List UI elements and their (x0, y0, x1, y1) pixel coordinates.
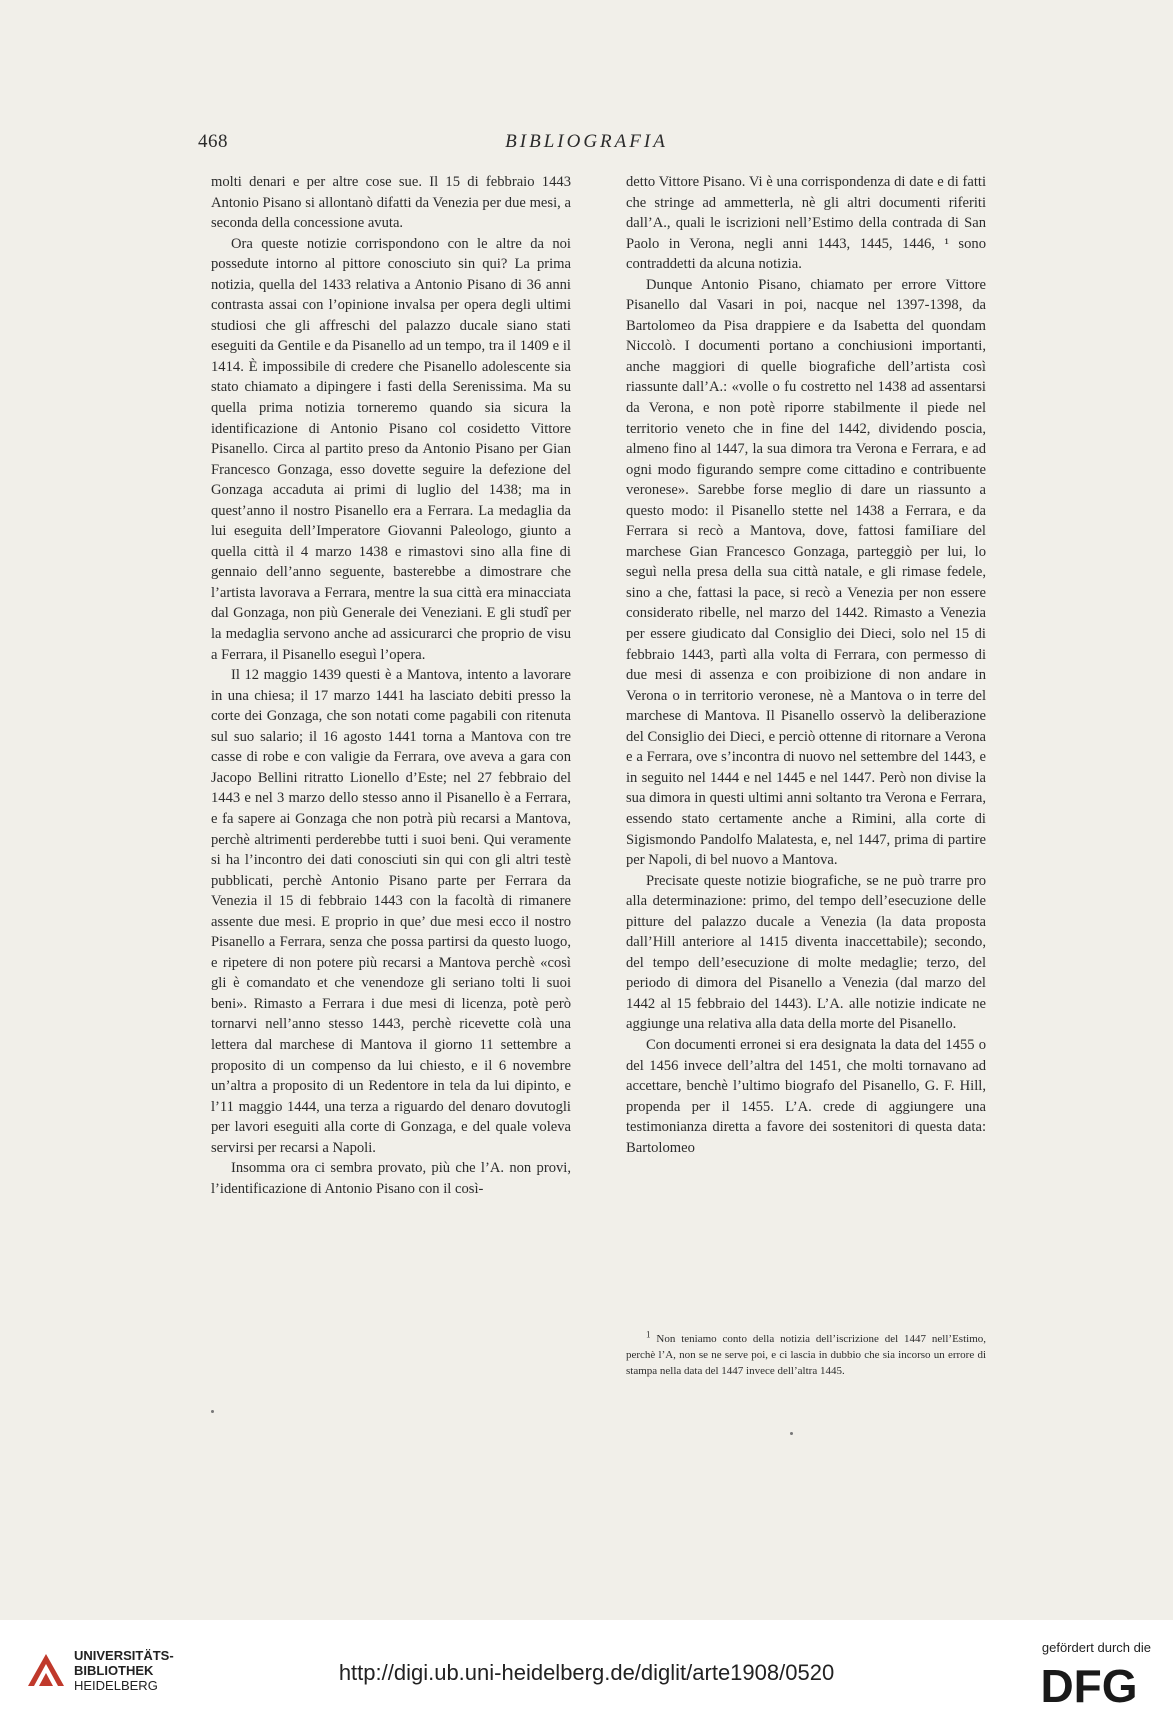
footnote-text: Non teniamo conto della notizia dell’iscrizione del 1447 nell’Estimo, perchè l’A, non se ne serve poi, e ci lascia in dubbio che sia incorso un errore di stampa nella data del 1447 invece dell’altra 1445. (626, 1333, 987, 1377)
scan-speck (790, 1432, 793, 1435)
paragraph: Ora queste notizie corrispondono con le altre da noi possedute intorno al pittore conosciuto sin qui? La prima notizia, quella del 1433 relativa a Antonio Pisano di 36 anni contrasta assai con l’opinione invalsa per opera degli ultimi studiosi che gli affreschi del palazzo ducale siano stati eseguiti da Gentile e da Pisanello ad un tempo, tra il 1409 e il 1414. È impossibile di credere che Pisanello adolescente sia stato chiamato a dipingere i fasti della Serenissima. Ma su quella prima notizia torneremo quando sia sicura la identificazione di Antonio Pisano col cosidetto Vittore Pisanello. Circa al partito preso da Antonio Pisano per Gian Francesco Gonzaga, esso dovette seguire la defezione del Gonzaga accaduta ai primi di luglio del 1438; ma in quest’anno il nostro Pisanello era a Ferrara. La medaglia da lui eseguita dell’Imperatore Giovanni Paleologo, giunto a quella città il 4 marzo 1438 e rimastovi sino alla fine di gennaio dell’anno seguente, basterebbe a dimostrare che l’artista lavorava a Ferrara, mentre la sua città era minacciata dal Gonzaga, non più Generale dei Veneziani. E gli studî per la medaglia servono anche ad assicurarci che proprio de visu a Ferrara, il Pisanello eseguì l’opera. (211, 235, 571, 663)
paragraph: detto Vittore Pisano. Vi è una corrispondenza di date e di fatti che stringe ad ammetterla, nè gli altri documenti riferiti dall’A., quali le iscrizioni nell’Estimo della contrada di San Paolo in Verona, negli anni 1443, 1445, 1446, ¹ sono contraddetti da alcuna notizia. (626, 174, 986, 273)
paragraph: Precisate queste notizie biografiche, se ne può trarre pro alla determinazione: primo, del tempo dell’esecuzione delle pitture del palazzo ducale a Venezia (la data proposta dall’Hill anteriore al 1415 diventa inaccettabile); secondo, del tempo dell’esecuzione di molte medaglie; terzo, del periodo di dimora del Pisanello a Venezia (dal marzo del 1442 al 15 febbraio del 1443). L’A. alle notizie indicate ne aggiunge una relativa alla data della morte del Pisanello. (626, 872, 986, 1033)
paragraph: Insomma ora ci sembra provato, più che l’A. non provi, l’identificazione di Antonio Pisano con il così- (211, 1160, 571, 1197)
dfg-logo-icon (1025, 1662, 1153, 1708)
source-url-link[interactable]: http://digi.ub.uni-heidelberg.de/diglit/arte1908/0520 (338, 1660, 835, 1685)
digitization-footer (0, 1620, 1173, 1722)
dfg-logo-text: DFG (1040, 1662, 1138, 1708)
footnotes (626, 1331, 986, 1379)
scan-speck (211, 1410, 214, 1413)
running-title: BIBLIOGRAFIA (505, 131, 668, 152)
library-name-line: HEIDELBERG (74, 1678, 158, 1693)
footnote (626, 1331, 986, 1379)
left-column (211, 172, 571, 1199)
library-name-line: BIBLIOTHEK (74, 1663, 154, 1678)
page-number: 468 (198, 131, 228, 152)
paragraph: molti denari e per altre cose sue. Il 15 di febbraio 1443 Antonio Pisano si allontanò difatti da Venezia per due mesi, a seconda della concessione avuta. (211, 174, 571, 232)
paragraph: Dunque Antonio Pisano, chiamato per errore Vittore Pisanello dal Vasari in poi, nacque nel 1397-1398, da Bartolomeo da Pisa drappiere e da Isabetta del quondam Niccolò. I documenti portano a conchiusioni importanti, anche maggiori di quelle biografiche dell’artista così riassunte dall’A.: «volle o fu costretto nel 1438 ad assentarsi da Verona, e non potè riporre stabilmente il piede nel territorio veneto che in fine del 1442, dividendo poscia, almeno fino al 1447, la sua dimora tra Verona e Ferrara, e ad ogni modo figurando sempre come cittadino e contribuente veronese». Sarebbe forse meglio di dare un riassunto a questo modo: il Pisanello stette nel 1438 a Ferrara, e da Ferrara si recò a Mantova, dove, fattosi famiIiare del marchese Gian Francesco Gonzaga, parteggiò per lui, lo seguì nella presa della sua città natale, e gli rimase fedele, sino a che, fattasi la pace, si recò a Venezia per non essere considerato ribelle, nel marzo del 1442. Rimasto a Venezia per essere giudicato dal Consiglio dei Dieci, solo nel 15 di febbraio 1443, partì alla volta di Ferrara, con permesso di due mesi di assenza e con proibizione di non andare in Verona o in territorio veronese, nè a Mantova o in terre del marchese di Mantova. Il Pisanello osservò la deliberazione del Consiglio dei Dieci, e perciò ottenne di ritornare a Verona e a Ferrara, ove s’incontra di nuovo nel settembre del 1443, e in seguito nel 1444 e nel 1445 e nel 1447. Però non divise la sua dimora in questi ultimi anni soltanto tra Verona e Ferrara, essendo stato certamente anche a Rimini, alla corte di Sigismondo Pandolfo Malatesta, e, nel 1447, prima di partire per Napoli, di bel nuovo a Mantova. (626, 276, 986, 869)
footnote-marker: 1 (646, 1329, 651, 1340)
page-header (0, 131, 1173, 155)
right-column (626, 172, 986, 1158)
paragraph: Con documenti erronei si era designata la data del 1455 o del 1456 invece dell’altra del 1451, che molti tornavano ad accettare, benchè l’ultimo biografo del Pisanello, G. F. Hill, propenda per il 1455. L’A. crede di aggiungere una testimonianza diretta a favore dei sostenitori di questa data: Bartolomeo (626, 1036, 986, 1156)
library-name-line: UNIVERSITÄTS- (74, 1648, 174, 1663)
paragraph: Il 12 maggio 1439 questi è a Mantova, intento a lavorare in una chiesa; il 17 marzo 1441 ha lasciato debiti presso la corte dei Gonzaga, che son notati come pagabili con ritenuta sul suo salario; il 16 agosto 1441 torna a Mantova con tre casse di robe e con valigie da Ferrara, ove aveva a gara con Jacopo Bellini ritratto Lionello d’Este; nel 27 febbraio del 1443 e nel 3 marzo dello stesso anno il Pisanello è a Ferrara, e fa sapere ai Gonzaga che non potrà più recarsi a Mantova, perchè altrimenti perderebbe tutti i suoi beni. Qui veramente si ha l’incontro dei dati conosciuti sin qui con gli altri testè pubblicati, perchè Antonio Pisano parte per Ferrara da Venezia il 15 di febbraio 1443 con la facoltà di rimanere assente due mesi. E proprio in que’ due mesi ecco il nostro Pisanello a Ferrara, senza che possa partirsi da questo luogo, e ripetere di non potere più recarsi a Mantova perchè «così gli è comandato et che venendoze gli seriano tolti li suoi beni». Rimasto a Ferrara i due mesi di licenza, potè però tornarvi nell’anno stesso 1443, perchè ricevette colà una lettera dal marchese di Mantova il giorno 11 settembre a proposito di un compenso da lui chiesto, e il 6 novembre un’altra a proposito di un Redentore in tela da lui dipinto, e l’11 maggio 1444, una terza a riguardo del denaro dovutogli per lavori eseguiti alla corte di Gonzaga, e del quale voleva servirsi per recarsi a Napoli. (211, 667, 571, 1156)
funding-caption: gefördert durch die (1041, 1640, 1151, 1655)
